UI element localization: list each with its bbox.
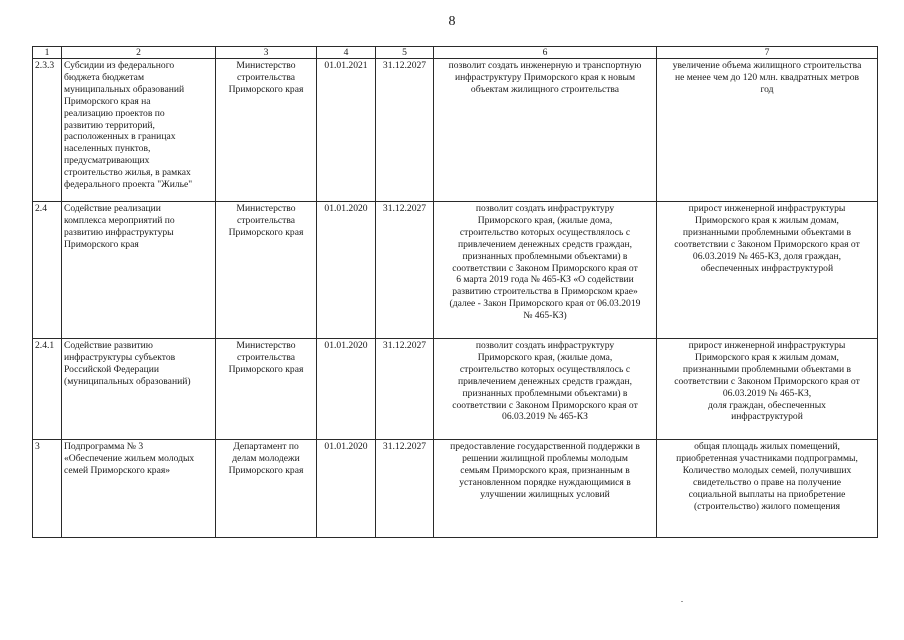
expected-effect: позволит создать инфраструктуру Приморского края, (жилые дома, строительство которых осуществлялось с привлечением денежных средств граждан, признанных проблемными объектами) в соответствии с Законом Приморского края от 06.03.2019 № 465-КЗ	[452, 340, 638, 423]
measure-name: Содействие реализации комплекса мероприятий по развитию инфраструктуры Приморского края	[64, 203, 175, 250]
end-date: 31.12.2027	[382, 340, 427, 351]
header-cell-1: 1	[33, 47, 62, 59]
executor: Министерство строительства Приморского края	[228, 203, 304, 238]
header-cell-2: 2	[62, 47, 216, 59]
executor: Министерство строительства Приморского края	[228, 340, 304, 375]
measure-name: Содействие развитию инфраструктуры субъектов Российской Федерации (муниципальных образований)	[64, 340, 191, 387]
table-row	[33, 440, 878, 538]
row-number: 2.4.1	[35, 340, 55, 351]
start-date: 01.01.2020	[324, 203, 368, 214]
measures-table	[32, 46, 878, 538]
header-row	[33, 47, 878, 59]
row-number: 2.4	[35, 203, 47, 214]
end-date: 31.12.2027	[382, 60, 427, 71]
measure-name: Субсидии из федерального бюджета бюджетам муниципальных образований Приморского края на реализацию проектов по развитию территорий, расположенных в границах населенных пунктов, предусматривающих строительство жилья, в рамках федерального проекта "Жилье"	[64, 60, 193, 191]
end-date: 31.12.2027	[382, 441, 427, 452]
table-row	[33, 339, 878, 440]
executor: Департамент по делам молодежи Приморского края	[228, 441, 304, 476]
executor: Министерство строительства Приморского края	[228, 60, 304, 95]
header-cell-7: 7	[657, 47, 878, 59]
start-date: 01.01.2020	[324, 441, 368, 452]
row-number: 2.3.3	[35, 60, 55, 71]
header-cell-6: 6	[434, 47, 657, 59]
start-date: 01.01.2021	[324, 60, 368, 71]
expected-effect: позволит создать инфраструктуру Приморского края, (жилые дома, строительство которых осуществлялось с привлечением денежных средств граждан, признанных проблемными объектами) в соответствии с Законом Приморского края от 6 марта 2019 года № 465-КЗ «О содействии развитию строительства в Приморском крае» (далее - Закон Приморского края от 06.03.2019 № 465-КЗ)	[449, 203, 641, 322]
table-row	[33, 59, 878, 202]
expected-result: прирост инженерной инфраструктуры Приморского края к жилым домам, признанными проблемными объектами в соответствии с Законом Приморского края от 06.03.2019 № 465-КЗ, доля граждан, обеспеченных инфраструктурой	[674, 203, 860, 274]
table-row	[33, 202, 878, 339]
expected-effect: позволит создать инженерную и транспортную инфраструктуру Приморского края к новым объектам жилищного строительства	[448, 60, 642, 95]
header-cell-5: 5	[376, 47, 434, 59]
header-cell-3: 3	[216, 47, 317, 59]
row-number: 3	[35, 441, 40, 452]
measure-name: Подпрограмма № 3 «Обеспечение жильем молодых семей Приморского края»	[64, 441, 195, 476]
expected-result: прирост инженерной инфраструктуры Приморского края к жилым домам, признанными проблемными объектами в соответствии с Законом Приморского края от 06.03.2019 № 465-КЗ, доля граждан, обеспеченных инфраструктурой	[674, 340, 860, 423]
end-date: 31.12.2027	[382, 203, 427, 214]
header-cell-4: 4	[317, 47, 376, 59]
start-date: 01.01.2020	[324, 340, 368, 351]
page-number: 8	[448, 14, 456, 29]
expected-effect: предоставление государственной поддержки в решении жилищной проблемы молодым семьям Приморского края, признанным в установленном порядке нуждающимися в улучшении жилищных условий	[450, 441, 640, 500]
expected-result: увеличение объема жилищного строительства не менее чем до 120 млн. квадратных метров год	[672, 60, 862, 95]
scan-speck	[681, 601, 683, 602]
expected-result: общая площадь жилых помещений, приобретенная участниками подпрограммы, Количество молодых семей, получивших свидетельство о праве на получение социальной выплаты на приобретение (строительство) жилого помещения	[676, 441, 858, 512]
